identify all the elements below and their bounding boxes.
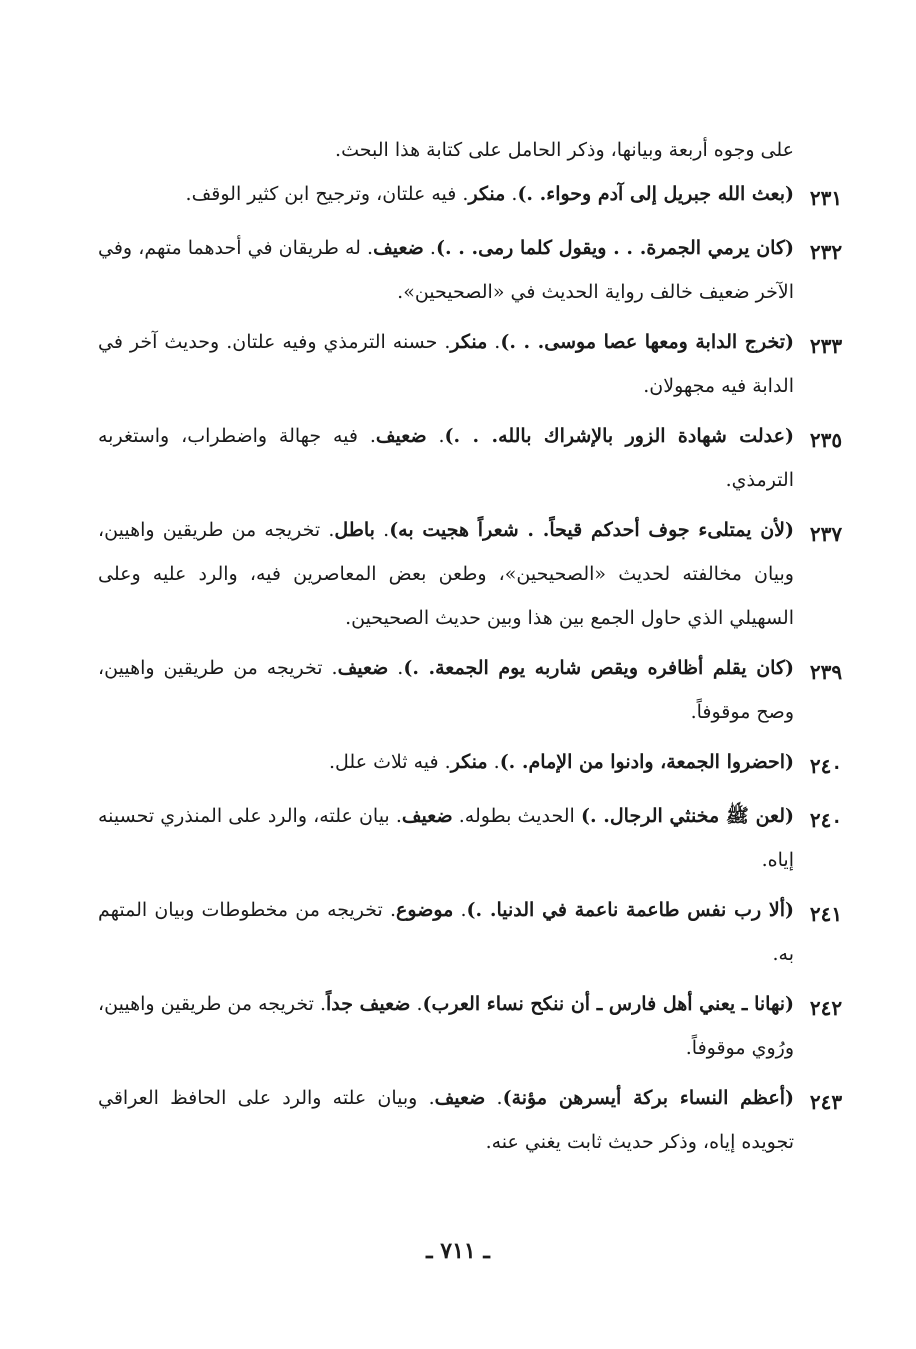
entry-235 bbox=[98, 414, 858, 502]
entry-description: . فيه ثلاث علل. bbox=[328, 751, 451, 773]
entry-list bbox=[98, 172, 858, 1170]
entry-description: . وبيان علته والرد على الحافظ العراقي تجويده إياه، وذكر حديث ثابت يغني عنه. bbox=[98, 1087, 794, 1153]
entry-number: ٢٣٩ bbox=[809, 660, 843, 684]
verdict: ضعيف bbox=[401, 805, 453, 827]
hadith-title: (عدلت شهادة الزور بالإشراك بالله. . .) bbox=[444, 425, 794, 447]
hadith-title: (احضروا الجمعة، وادنوا من الإمام. .) bbox=[499, 751, 794, 773]
verdict: ضعيف جداً bbox=[326, 993, 411, 1015]
entry-number: ٢٣٣ bbox=[809, 334, 843, 358]
entry-number: ٢٣٢ bbox=[809, 240, 843, 264]
entry-239 bbox=[98, 646, 858, 734]
hadith-title: (لأن يمتلىء جوف أحدكم قيحاً. . شعراً هجيت به) bbox=[389, 519, 794, 541]
verdict: منكر bbox=[450, 751, 488, 773]
entry-number: ٢٣١ bbox=[809, 186, 843, 210]
entry-243 bbox=[98, 1076, 858, 1164]
hadith-title: (نهانا ـ يعني أهل فارس ـ أن ننكح نساء العرب) bbox=[422, 993, 794, 1015]
hadith-title: (لعن ﷺ مخنثي الرجال. .) bbox=[580, 805, 794, 827]
entry-text: (كان يرمي الجمرة. . . ويقول كلما رمى. . .). ضعيف. له طريقان في أحدهما متهم، وفي الآخر ضعيف خالف رواية الحديث في «الصحيحين». bbox=[98, 237, 794, 303]
entry-242 bbox=[98, 982, 858, 1070]
entry-number: ٢٤٣ bbox=[809, 1090, 843, 1114]
entry-description: . تخريجه من طريقين واهيين، وبيان مخالفته لحديث «الصحيحين»، وطعن بعض المعاصرين فيه، والرد عليه وعلى السهيلي الذي حاول الجمع بين هذا وبين حديث الصحيحين. bbox=[98, 519, 794, 629]
entry-number: ٢٣٧ bbox=[809, 522, 843, 546]
entry-description: . بيان علته، والرد على المنذري تحسينه إياه. bbox=[98, 805, 794, 871]
page-number: ـ ٧١١ ـ bbox=[426, 1238, 490, 1264]
entry-231 bbox=[98, 172, 858, 220]
entry-description: . تخريجه من طريقين واهيين، ورُوي موقوفاً. bbox=[98, 993, 794, 1059]
entry-text: (كان يقلم أظافره ويقص شاربه يوم الجمعة. .). ضعيف. تخريجه من طريقين واهيين، وصح موقوفاً. bbox=[98, 657, 794, 723]
entry-240-a bbox=[98, 740, 858, 788]
verdict: ضعيف bbox=[434, 1087, 486, 1109]
entry-description: . له طريقان في أحدهما متهم، وفي الآخر ضعيف خالف رواية الحديث في «الصحيحين». bbox=[98, 237, 794, 303]
hadith-title: (أعظم النساء بركة أيسرهن مؤنة) bbox=[502, 1087, 794, 1109]
entry-text bbox=[98, 794, 794, 882]
hadith-title: (تخرج الدابة ومعها عصا موسى. . .) bbox=[500, 331, 794, 353]
verdict: موضوع bbox=[396, 899, 454, 921]
hadith-title: (كان يرمي الجمرة. . . ويقول كلما رمى. . .) bbox=[435, 237, 794, 259]
entry-number: ٢٤٠ bbox=[809, 808, 843, 832]
entry-description: . تخريجه من طريقين واهيين، وصح موقوفاً. bbox=[98, 657, 794, 723]
entry-description: . تخريجه من مخطوطات وبيان المتهم به. bbox=[98, 899, 794, 965]
entry-description: . حسنه الترمذي وفيه علتان. وحديث آخر في الدابة فيه مجهولان. bbox=[98, 331, 794, 397]
intro-line: على وجوه أربعة وبيانها، وذكر الحامل على كتابة هذا البحث. bbox=[335, 139, 794, 161]
entry-description: . فيه جهالة واضطراب، واستغربه الترمذي. bbox=[98, 425, 794, 491]
verdict: ضعيف bbox=[337, 657, 389, 679]
entry-241 bbox=[98, 888, 858, 976]
entry-text: (أعظم النساء بركة أيسرهن مؤنة). ضعيف. وبيان علته والرد على الحافظ العراقي تجويده إياه، وذكر حديث ثابت يغني عنه. bbox=[98, 1087, 794, 1153]
entry-number: ٢٤٠ bbox=[809, 754, 843, 778]
entry-number: ٢٤١ bbox=[809, 902, 843, 926]
entry-text: (عدلت شهادة الزور بالإشراك بالله. . .). ضعيف. فيه جهالة واضطراب، واستغربه الترمذي. bbox=[98, 425, 794, 491]
hadith-title: (كان يقلم أظافره ويقص شاربه يوم الجمعة. .) bbox=[403, 657, 794, 679]
entry-text: (تخرج الدابة ومعها عصا موسى. . .). منكر. حسنه الترمذي وفيه علتان. وحديث آخر في الدابة فيه مجهولان. bbox=[98, 331, 794, 397]
entry-description: . فيه علتان، وترجيح ابن كثير الوقف. bbox=[185, 183, 469, 205]
entry-232 bbox=[98, 226, 858, 314]
entry-237 bbox=[98, 508, 858, 640]
verdict: باطل bbox=[334, 519, 375, 541]
entry-text: (ألا رب نفس طاعمة ناعمة في الدنيا. .). موضوع. تخريجه من مخطوطات وبيان المتهم به. bbox=[98, 899, 794, 965]
hadith-title: (ألا رب نفس طاعمة ناعمة في الدنيا. .) bbox=[466, 899, 794, 921]
verdict: ضعيف bbox=[373, 237, 424, 259]
entry-text: (نهانا ـ يعني أهل فارس ـ أن ننكح نساء العرب). ضعيف جداً. تخريجه من طريقين واهيين، ورُوي موقوفاً. bbox=[98, 993, 794, 1059]
verdict: ضعيف bbox=[375, 425, 427, 447]
entry-text: (بعث الله جبريل إلى آدم وحواء. .). منكر. فيه علتان، وترجيح ابن كثير الوقف. bbox=[185, 183, 794, 205]
verdict: منكر bbox=[450, 331, 488, 353]
entry-233 bbox=[98, 320, 858, 408]
entry-number: ٢٣٥ bbox=[809, 428, 843, 452]
entry-text: (لأن يمتلىء جوف أحدكم قيحاً. . شعراً هجيت به). باطل. تخريجه من طريقين واهيين، وبيان مخالفته لحديث «الصحيحين»، وطعن بعض المعاصرين فيه، والرد عليه وعلى السهيلي الذي حاول الجمع بين هذا وبين حديث الصحيحين. bbox=[98, 519, 794, 629]
entry-240-b bbox=[98, 794, 858, 882]
entry-text: (احضروا الجمعة، وادنوا من الإمام. .). منكر. فيه ثلاث علل. bbox=[328, 751, 794, 773]
entry-number: ٢٤٢ bbox=[809, 996, 843, 1020]
verdict: منكر bbox=[468, 183, 506, 205]
hadith-title: (بعث الله جبريل إلى آدم وحواء. .) bbox=[517, 183, 794, 205]
entry-note: الحديث بطوله. bbox=[452, 805, 581, 827]
